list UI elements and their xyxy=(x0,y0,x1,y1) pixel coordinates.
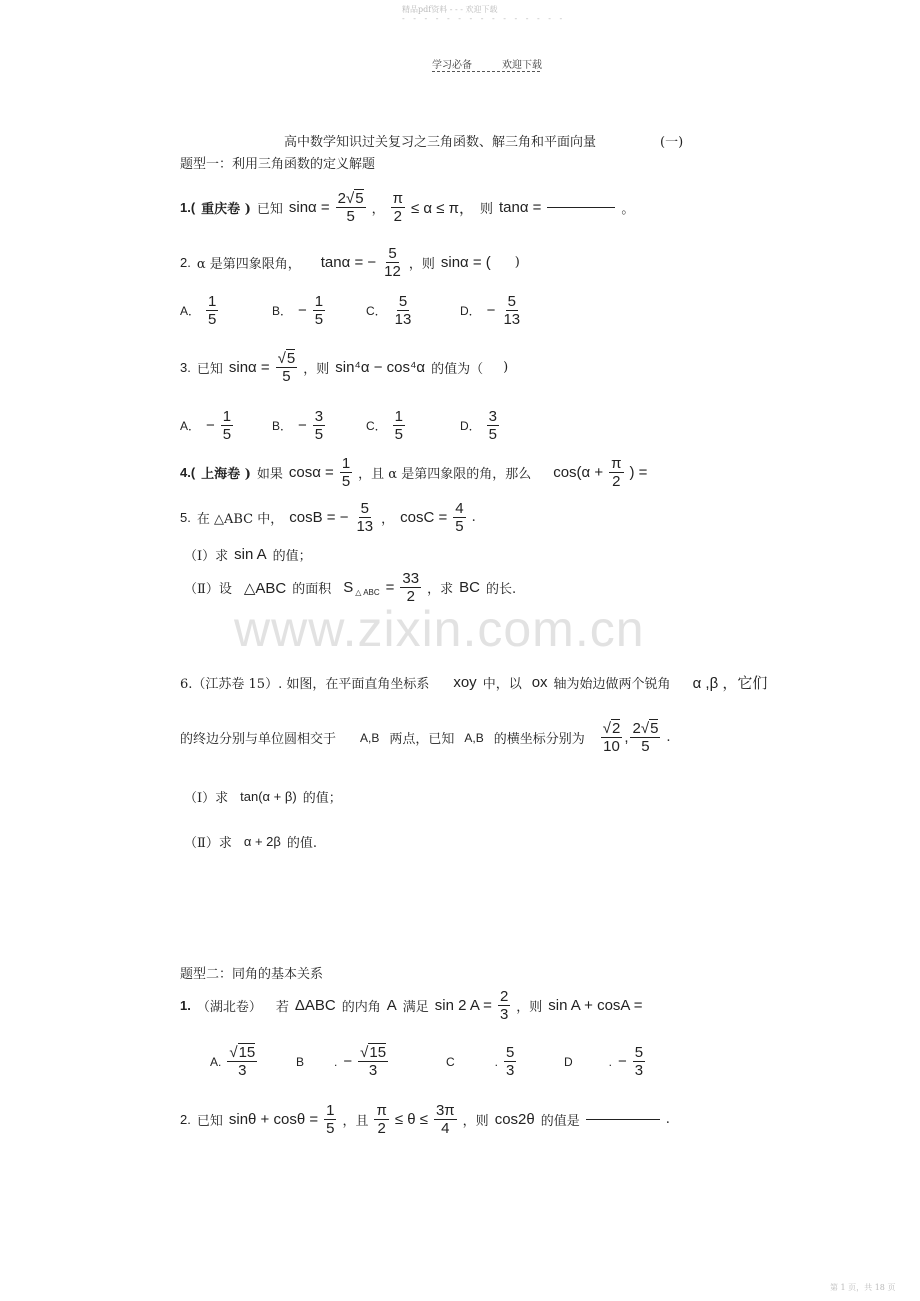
option-d[interactable]: D． $\frac{3}{5}$ xyxy=(460,408,498,443)
fraction: $\frac{\pi}{2}$ xyxy=(376,1102,387,1137)
page-number: 第 1 页，共 18 页 xyxy=(830,1283,896,1292)
option-a[interactable]: A． $\frac{1}{5}$ xyxy=(180,293,217,328)
option-a[interactable]: A． − $\frac{1}{5}$ xyxy=(180,408,232,443)
question-5-part-1: （Ⅰ）求 sin A 的值； xyxy=(184,546,312,564)
fraction: $\frac{\pi}{2}$ xyxy=(392,190,403,225)
question-6-line-2: 的终边分别与单位圆相交于 A,B 两点，已知 A,B 的横坐标分别为 $\frac{√2}{10}$ , $\frac{2√5}{5}$ . xyxy=(180,720,671,755)
fraction: $\frac{5}{12}$ xyxy=(384,245,401,280)
fraction: $\frac{1}{5}$ xyxy=(341,455,351,490)
question-4: 4.( 上海卷 ) 如果 cosα = $\frac{1}{5}$ ，且 α 是第四象限的角，那么 cos(α + $\frac{\pi}{2}$ ) = xyxy=(180,455,648,490)
question-1: 1.( 重庆卷 ) 已知 sinα = $\frac{2√5}{5}$ ， $\frac{\pi}{2}$ ≤ α ≤ π， 则 tanα = 。 xyxy=(180,190,635,225)
fraction: $\frac{3\pi}{4}$ xyxy=(435,1102,455,1137)
fraction: $\frac{4}{5}$ xyxy=(455,500,464,535)
option-c[interactable]: C . $\frac{5}{3}$ xyxy=(446,1044,515,1079)
option-a[interactable]: A. $\frac{√15}{3}$ xyxy=(210,1044,256,1079)
section2-question-1: 1. （湖北卷） 若 ΔABC 的内角 A 满足 sin 2 A = $\frac{2}{3}$ ，则 sin A + cosA = xyxy=(180,988,643,1023)
question-3: 3. 已知 sinα = $\frac{√5}{5}$ ，则 sin⁴α − cos⁴α 的值为（ ) xyxy=(180,350,509,385)
fraction: $\frac{33}{2}$ xyxy=(402,570,420,605)
page-title: 高中数学知识过关复习之三角函数、解三角和平面向量 xyxy=(284,135,597,150)
fraction: $\frac{5}{13}$ xyxy=(356,500,374,535)
section-heading-2: 题型二：同角的基本关系 xyxy=(180,967,324,982)
section2-question-2: 2. 已知 sinθ + cosθ = $\frac{1}{5}$ ，且 $\frac{\pi}{2}$ ≤ θ ≤ $\frac{3\pi}{4}$ ，则 cos2θ 的值是 . xyxy=(180,1102,670,1137)
option-d[interactable]: D . − $\frac{5}{3}$ xyxy=(564,1044,644,1079)
answer-blank[interactable] xyxy=(547,207,615,208)
option-b[interactable]: B． − $\frac{1}{5}$ xyxy=(272,293,324,328)
question-6-line-1: 6.（江苏卷 15）. 如图，在平面直角坐标系 xoy 中，以 ox 轴为始边做两个锐角 α ,β ，它们 xyxy=(180,674,768,692)
watermark: www.zixin.com.cn xyxy=(234,601,645,657)
top-banner-dashes: - - - - - - - - - - - - - - - xyxy=(402,14,566,23)
question-2: 2. α 是第四象限角， tanα = − $\frac{5}{12}$ ，则 sinα = ( ) xyxy=(180,245,520,280)
option-c[interactable]: C． $\frac{5}{13}$ xyxy=(366,293,412,328)
section-heading-1: 题型一：利用三角函数的定义解题 xyxy=(180,157,376,172)
header-right: 欢迎下载 xyxy=(502,60,542,71)
fraction: $\frac{√5}{5}$ xyxy=(277,350,296,385)
answer-blank[interactable] xyxy=(586,1119,660,1120)
option-b[interactable]: B． − $\frac{3}{5}$ xyxy=(272,408,324,443)
question-5: 5. 在 △ABC 中， cosB = − $\frac{5}{13}$ ， cosC = $\frac{4}{5}$ . xyxy=(180,500,476,535)
fraction: $\frac{2√5}{5}$ xyxy=(632,720,659,755)
option-b[interactable]: B . − $\frac{√15}{3}$ xyxy=(296,1044,387,1079)
top-banner: 精品pdf资料 - - - 欢迎下载 xyxy=(402,5,498,14)
question-6-part-1: （Ⅰ）求 tan(α + β) 的值； xyxy=(184,789,342,806)
fraction: $\frac{\pi}{2}$ xyxy=(611,455,622,490)
question-6-part-2: （Ⅱ）求 α + 2β 的值. xyxy=(184,834,318,851)
header-rule xyxy=(432,71,540,72)
page-title-suffix: (一) xyxy=(660,135,684,150)
option-c[interactable]: C． $\frac{1}{5}$ xyxy=(366,408,404,443)
fraction: $\frac{2√5}{5}$ xyxy=(337,190,364,225)
fraction: $\frac{1}{5}$ xyxy=(326,1102,335,1137)
fraction: $\frac{2}{3}$ xyxy=(499,988,509,1023)
option-d[interactable]: D． − $\frac{5}{13}$ xyxy=(460,293,521,328)
fraction: $\frac{√2}{10}$ xyxy=(602,720,621,755)
header-left: 学习必备 xyxy=(432,60,472,71)
question-5-part-2: （Ⅱ）设 △ABC 的面积 S △ ABC = $\frac{33}{2}$ ，求 BC 的长. xyxy=(184,570,517,605)
